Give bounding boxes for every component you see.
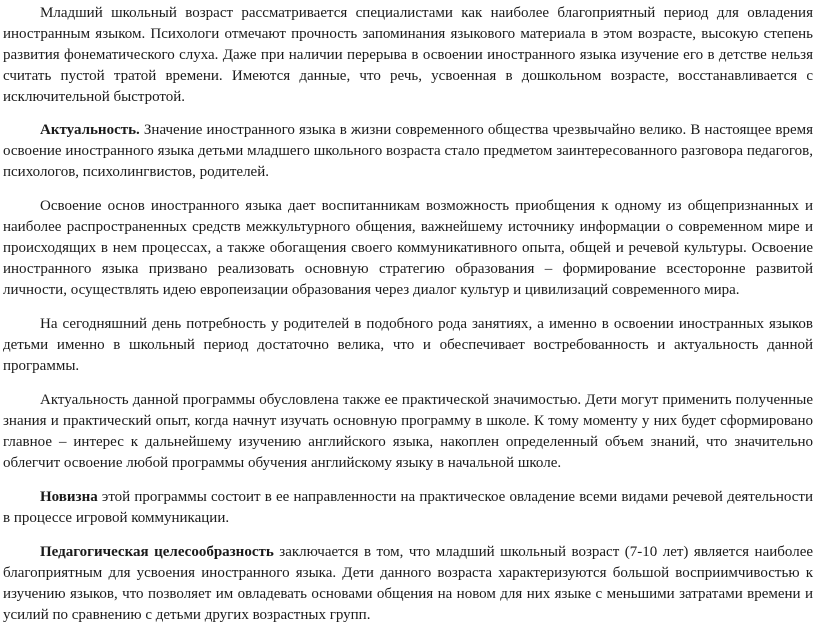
paragraph-foundations	[3, 196, 813, 301]
paragraph-intro	[3, 3, 813, 108]
paragraph-relevance	[3, 120, 813, 183]
paragraph-heading: Педагогическая целесообразность	[40, 544, 274, 560]
paragraph-text: Освоение основ иностранного языка дает воспитанникам возможность приобщения к одному из общепризнанных и наиболее распространенных средств межкультурного общения, важнейшему источнику информации о современном мире и происходящих в нем процессах, а также обогащения своего коммуникативного опыта, общей и речевой культуры. Освоение иностранного языка призвано реализовать основную стратегию образования – формирование всесторонне развитой личности, осуществлять идею европеизации образования через диалог культур и цивилизаций современного мира.	[3, 198, 813, 298]
paragraph-text: Актуальность данной программы обусловлена также ее практической значимостью. Дети могут применить полученные знания и практический опыт, когда начнут изучать основную программу в школе. К тому моменту у них будет сформировано главное – интерес к дальнейшему изучению английского языка, накоплен определенный объем знаний, что значительно облегчит освоение любой программы обучения английскому языку в начальной школе.	[3, 392, 813, 471]
paragraph-text: Значение иностранного языка в жизни современного общества чрезвычайно велико. В настоящее время освоение иностранного языка детьми младшего школьного возраста стало предметом заинтересованного разговора педагогов, психологов, психолингвистов, родителей.	[3, 122, 813, 180]
paragraph-text: этой программы состоит в ее направленности на практическое овладение всеми видами речевой деятельности в процессе игровой коммуникации.	[3, 489, 813, 526]
paragraph-text: заключается в том, что младший школьный возраст (7-10 лет) является наиболее благоприятным для усвоения иностранного языка. Дети данного возраста характеризуются большой восприимчивостью к изучению языков, что позволяет им овладевать основами общения на новом для них языке с меньшими затратами времени и усилий по сравнению с детьми других возрастных групп.	[3, 544, 814, 623]
paragraph-pedagogical-feasibility	[3, 542, 813, 626]
paragraph-text: На сегодняшний день потребность у родителей в подобного рода занятиях, а именно в освоении иностранных языков детьми именно в школьный период достаточно велика, что и обеспечивает востребованность и актуальность данной программы.	[3, 316, 813, 374]
paragraph-text: Младший школьный возраст рассматривается специалистами как наиболее благоприятный период для овладения иностранным языком. Психологи отмечают прочность запоминания языкового материала в этом возрасте, высокую степень развития фонематического слуха. Даже при наличии перерыва в освоении иностранного языка изучение его в детстве нельзя считать пустой тратой времени. Имеются данные, что речь, усвоенная в дошкольном возрасте, восстанавливается с исключительной быстротой.	[3, 5, 813, 105]
paragraph-heading: Актуальность.	[40, 122, 140, 138]
paragraph-heading: Новизна	[40, 489, 98, 505]
paragraph-parents-demand	[3, 314, 813, 377]
paragraph-novelty	[3, 487, 813, 529]
paragraph-practical-value	[3, 390, 813, 474]
